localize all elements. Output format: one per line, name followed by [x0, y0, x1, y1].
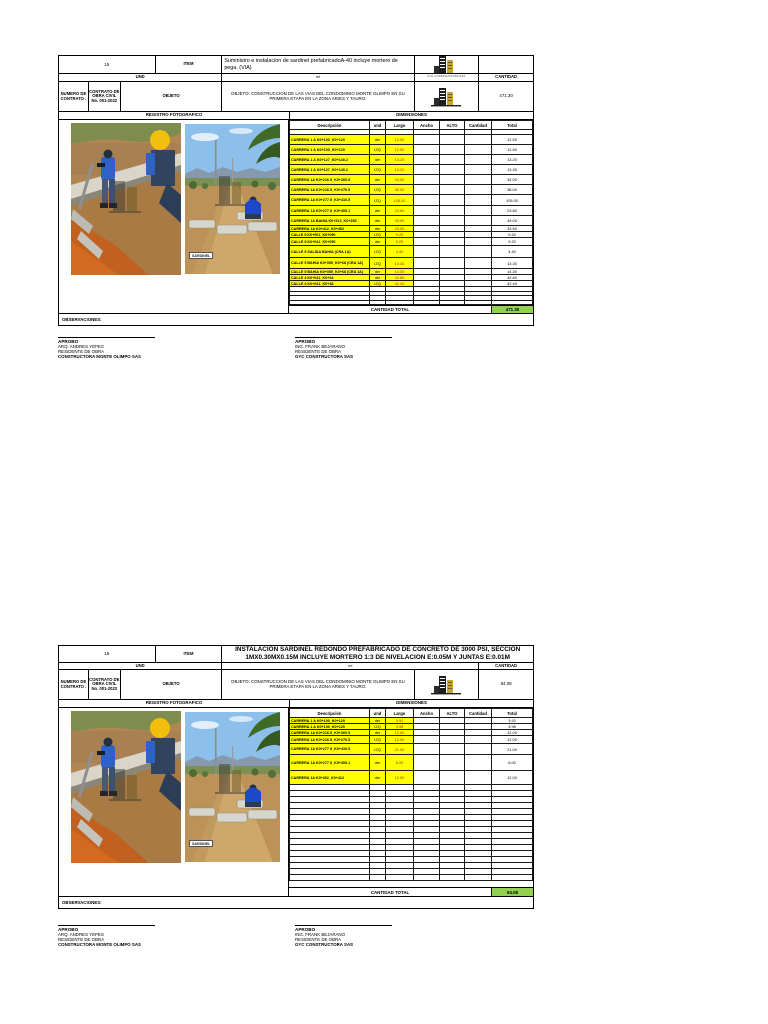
table-row: CALLE 5 SALIDA BAHIA (CRA 1A) IZQ 4.40 4.40 — [290, 246, 533, 258]
table-header-row — [290, 709, 533, 718]
photo-workers-installing-curb — [71, 711, 181, 863]
dimensions-table-panel — [289, 120, 533, 313]
table-row: CALLE 4 K0+041_K0+44 der 42.80 42.80 — [290, 275, 533, 281]
col-largo: Largo — [386, 121, 414, 130]
table-row: CALLE 5 BAHIA K0+055_K0+68 (CRA 1A) IZQ 13.30 13.30 — [290, 258, 533, 269]
table-row: CARRERA 1 A K0+100_K0+120 der 3.92 3.92 — [290, 718, 533, 724]
signature-role: RESIDENTE DE OBRA — [295, 937, 342, 942]
table-row: CALLE 5 BAHIA K0+055_K0+68 (CRA 1A) der 14.30 14.30 — [290, 269, 533, 275]
table-row: CARRERA 1A K0+216.5_K0+270.5 IZQ 12.00 12.00 — [290, 736, 533, 744]
col-ancho: Ancho — [414, 121, 440, 130]
observaciones-row: OBSERVACIONES: — [59, 896, 533, 908]
cantidad-total-label: CANTIDAD TOTAL — [289, 306, 492, 313]
table-row: CARRERA 1A K0+302_K0+412 der 12.00 12.00 — [290, 771, 533, 785]
table-row: CARRERA 1 A K0+127_K0+140.2 der 13.20 13.20 — [290, 155, 533, 165]
objeto-label: OBJETO — [121, 82, 223, 111]
signature-name: ARQ. ANDRES YEPES — [58, 344, 104, 349]
photo-panel — [59, 708, 289, 896]
numero-contrato-label: NUMERO DE CONTRATO . — [59, 670, 89, 699]
company-logo-icon — [429, 56, 463, 73]
photo-panel — [59, 120, 289, 313]
item-label: ITEM — [156, 646, 223, 662]
signature-role: RESIDENTE DE OBRA — [295, 349, 342, 354]
col-total: Total — [492, 709, 533, 718]
col-alto: ALTO — [440, 709, 465, 718]
objeto-label: OBJETO — [121, 670, 223, 699]
registro-fotografico-header: REGISTRO FOTOGRAFICO — [59, 700, 290, 707]
company-logo — [415, 670, 480, 699]
und-value: ml — [222, 74, 414, 81]
cantidad-total-label: CANTIDAD TOTAL — [289, 888, 492, 896]
signature-name: ING. FRANK BEJARANO — [295, 932, 346, 937]
signature-company: CONSTRUCTORA MONTE OLIMPO SAS — [58, 942, 141, 947]
table-row: CALLE 5 K0+041_K0+050 der 9.20 9.20 — [290, 238, 533, 246]
signature-company: GYC CONSTRUCTORA SAS — [295, 942, 354, 947]
signature-name: ARQ. ANDRES YEPES — [58, 932, 104, 937]
table-row: CARRERA 1A K0+216.5_K0+270.5 IZQ 38.00 38.00 — [290, 185, 533, 195]
table-row — [290, 875, 533, 881]
table-row: CARRERA 1A K0+277.5_K0+410.5 IZQ 21.00 21.00 — [290, 744, 533, 755]
dimensions-table — [289, 120, 533, 305]
company-logo — [415, 56, 480, 73]
cantidad-total-row — [289, 887, 533, 896]
item-description: INSTALACION SARDINEL REDONDO PREFABRICADO DE CONCRETO DE 3000 PSI, SECCION 1MX0.30MX0.15M INCLUYE MORTERO 1:3 DE NIVELACION E:0.05M Y JUNTAS E:0.01M — [235, 646, 521, 661]
table-row: CARRERA 1A BAHIA K0+313_K0+355 der 49.00 49.00 — [290, 216, 533, 226]
dimensions-table — [289, 708, 533, 881]
table-row: CALLE 5 K0+001_K0+050 IZQ 9.20 9.20 — [290, 232, 533, 238]
utility-pole — [232, 746, 233, 774]
table-row: CARRERA 1 A K0+100_K0+120 IZQ 3.98 3.98 — [290, 724, 533, 730]
signature-title: APROBO — [295, 339, 316, 344]
measurement-sheet-2 — [58, 645, 534, 909]
item-number: 16 — [59, 646, 156, 662]
table-row: CARRERA 1A K0+277.5_K0+305.1 der 23.60 23.60 — [290, 206, 533, 216]
item-label: ITEM — [156, 56, 223, 73]
table-row: CARRERA 1A K0+216.5_K0+260.5 der 12.00 12.00 — [290, 730, 533, 736]
col-largo: Largo — [386, 709, 414, 718]
signature-line — [295, 925, 392, 926]
cantidad-value: 471.30 — [499, 93, 513, 99]
signature-title: APROBO — [58, 927, 79, 932]
company-logo-icon — [429, 86, 463, 108]
table-row: CARRERA 1A K0+216.5_K0+260.5 der 34.00 34.00 — [290, 175, 533, 185]
utility-pole — [215, 728, 217, 774]
signature-block-right — [295, 337, 465, 359]
measurement-sheet-1 — [58, 55, 534, 326]
dimensiones-header: DIMENSIONES — [396, 700, 427, 706]
cantidad-total-row — [289, 305, 533, 313]
col-alto: ALTO — [440, 121, 465, 130]
col-cantidad: Cantidad — [465, 709, 492, 718]
col-und: und — [370, 121, 386, 130]
signature-block-left — [58, 337, 228, 359]
table-row: CARRERA 1 A K0+100_K0+120 der 12.50 12.50 — [290, 135, 533, 145]
table-row: CARRERA 1A K0+412_K0+452 der 33.50 33.50 — [290, 226, 533, 232]
company-logo-icon — [429, 674, 463, 696]
cantidad-value: 84.08 — [500, 681, 512, 687]
company-logo — [415, 82, 480, 111]
objeto-text: OBJETO: CONSTRUCCION DE LAS VIAS DEL CONDOMINIO MONTE OLIMPO EN SU PRIMERA ETAPA EN LA ZONA ARIES Y TAURO. — [222, 82, 414, 111]
table-row: CARRERA 1 A K0+100_K0+120 IZQ 12.50 12.50 — [290, 145, 533, 155]
item-number: 15 — [59, 56, 156, 73]
table-row — [290, 300, 533, 305]
registro-fotografico-header: REGISTRO FOTOGRAFICO — [59, 112, 290, 119]
table-row: CARRERA 1A K0+277.5_K0+410.5 IZQ 105.00 105.00 — [290, 195, 533, 206]
header-blank-cell — [479, 56, 533, 73]
und-value: ml — [222, 663, 479, 669]
table-row: CARRERA 1A K0+277.5_K0+305.1 der 6.00 6.00 — [290, 755, 533, 771]
signature-name: ING. FRANK BEJARANO — [295, 344, 346, 349]
utility-pole — [215, 140, 217, 186]
signature-title: APROBO — [295, 927, 316, 932]
signature-block-right — [295, 925, 465, 947]
signature-company: GYC CONSTRUCTORA SAS — [295, 354, 354, 359]
dimensions-table-panel — [289, 708, 533, 896]
objeto-text: OBJETO: CONSTRUCCION DE LAS VIAS DEL CONDOMINIO MONTE OLIMPO EN SU PRIMERA ETAPA EN LA ZONA ARIES Y TAURO. — [222, 670, 414, 699]
observaciones-row: OBSERVACIONES: — [59, 313, 533, 325]
signature-role: RESIDENTE DE OBRA — [58, 937, 105, 942]
cantidad-total-value: 84.08 — [492, 888, 533, 896]
col-und: und — [370, 709, 386, 718]
signature-line — [58, 337, 155, 338]
signature-title: APROBO — [58, 339, 79, 344]
numero-contrato-label: NUMERO DE CONTRATO . — [59, 82, 89, 111]
contrato-obra-value: CONTRATO DE OBRA CIVIL No. 001-2022 — [89, 670, 121, 699]
company-logo-caption: GYC CONSTRUCTORA SAS — [415, 74, 480, 81]
signature-line — [58, 925, 155, 926]
utility-pole — [232, 158, 233, 186]
table-row: CARRERA 1 A K0+127_K0+140.2 IZQ 13.30 13.30 — [290, 165, 533, 175]
table-row: CALLE 4 K0+041_K0+48 IZQ 42.40 42.40 — [290, 281, 533, 287]
photo-tag-label: SARDINEL — [189, 252, 213, 259]
item-description: Suministro e instalacion de sardinel prefabricadoA-40 incluye mortero de pega. (VIA) — [222, 56, 414, 73]
photo-workers-installing-curb — [71, 123, 181, 275]
cantidad-total-value: 471.30 — [492, 306, 533, 313]
col-ancho: Ancho — [414, 709, 440, 718]
signature-line — [295, 337, 392, 338]
signature-company: CONSTRUCTORA MONTE OLIMPO SAS — [58, 354, 141, 359]
und-label: UND — [59, 663, 222, 669]
cantidad-label: CANTIDAD — [495, 663, 518, 668]
col-descripcion: Descripción — [290, 121, 370, 130]
col-descripcion: Descripción — [290, 709, 370, 718]
signature-block-left — [58, 925, 228, 947]
col-total: Total — [492, 121, 533, 130]
dimensiones-header: DIMENSIONES — [396, 112, 427, 118]
signature-role: RESIDENTE DE OBRA — [58, 349, 105, 354]
photo-tag-label: SARDINEL — [189, 840, 213, 847]
cantidad-label: CANTIDAD — [495, 74, 518, 80]
col-cantidad: Cantidad — [465, 121, 492, 130]
contrato-obra-value: CONTRATO DE OBRA CIVIL No. 001-2022 — [89, 82, 121, 111]
table-header-row — [290, 121, 533, 130]
und-label: UND — [59, 74, 222, 81]
